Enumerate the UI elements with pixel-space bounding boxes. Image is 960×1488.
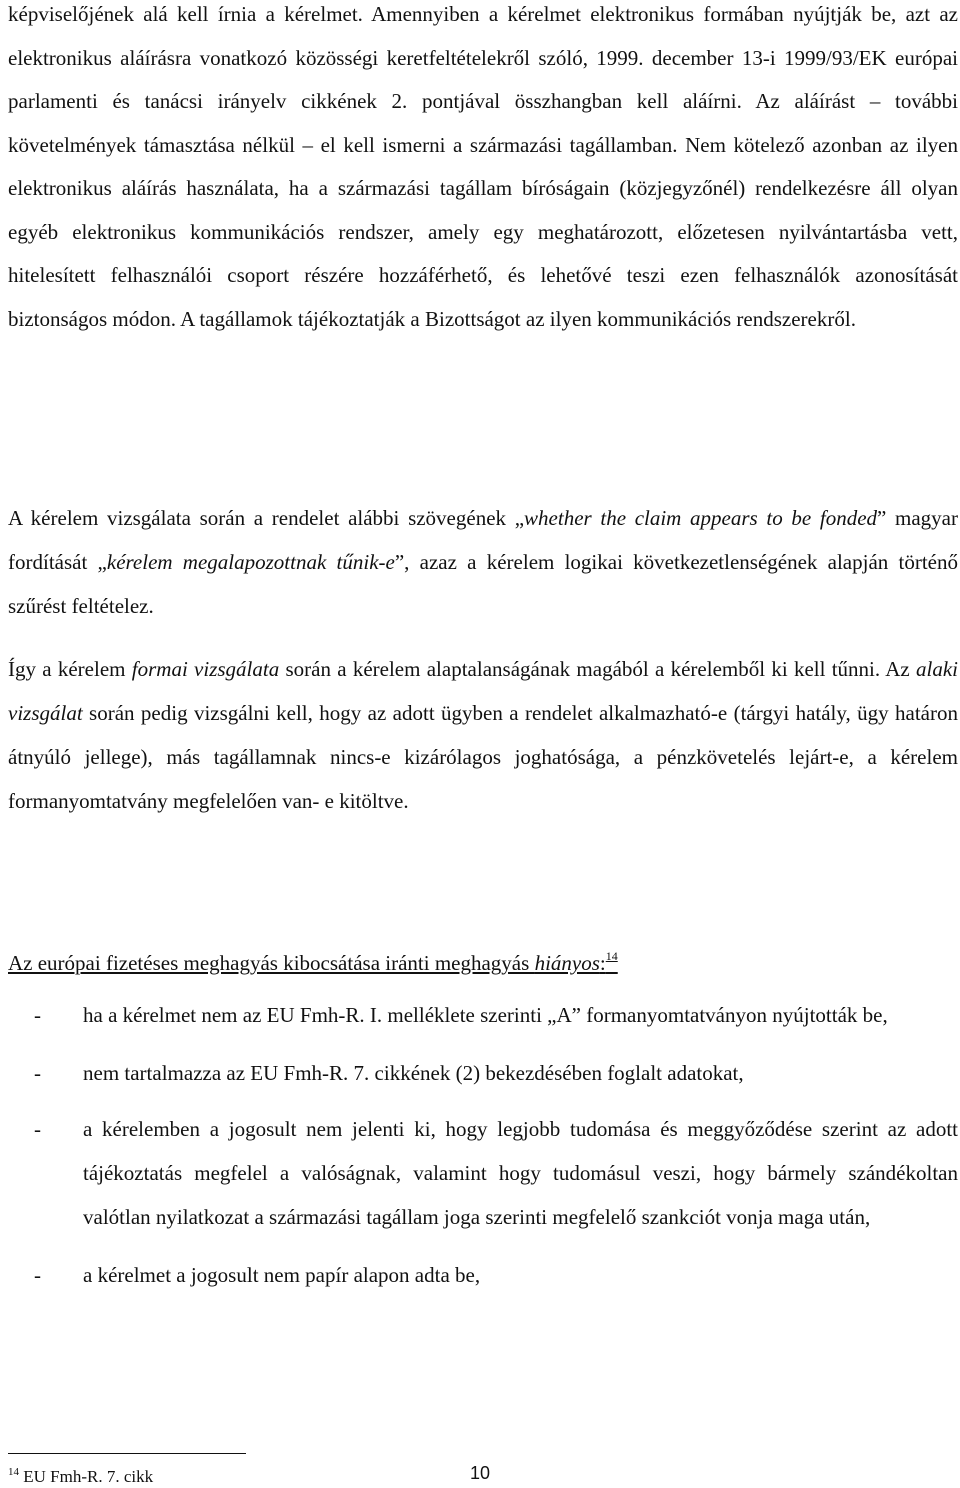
footnote-text: EU Fmh-R. 7. cikk bbox=[19, 1467, 154, 1486]
list-item-text: a kérelmet a jogosult nem papír alapon adta be, bbox=[83, 1263, 481, 1287]
paragraph-text: képviselőjének alá kell írnia a kérelmet. Amennyiben a kérelmet elektronikus formában nyújtják be, azt az elektronikus aláírásra vonatkozó közösségi keretfeltételekről szóló, 1999. december 13-i 1999/93/EK európai parlamenti és tanácsi irányelv cikkének 2. pontjával összhangban kell aláírni. Az aláírást – további követelmények támasztása nélkül – el kell ismerni a származási tagállamban. Nem kötelező azonban az ilyen elektronikus aláírás használata, ha a származási tagállam bíróságain (közjegyzőnél) rendelkezésre áll olyan egyéb elektronikus kommunikációs rendszer, amely egy meghatározott, előzetesen nyilvántartásba vett, hitelesített felhasználói csoport részére hozzáférhető, és lehetővé teszi ezen felhasználók azonosítását biztonságos módon. A tagállamok tájékoztatják a Bizottságot az ilyen kommunikációs rendszerekről. bbox=[8, 2, 958, 331]
dash-bullet: - bbox=[34, 1117, 41, 1141]
page-number: 10 bbox=[469, 1463, 491, 1483]
italic-term-formai: formai vizsgálata bbox=[131, 657, 280, 681]
italic-term-alaki: alaki vizsgálat bbox=[8, 657, 958, 725]
section-heading bbox=[8, 938, 618, 981]
list-item-text: nem tartalmazza az EU Fmh-R. 7. cikkének (2) bekezdésében foglalt adatokat, bbox=[83, 1061, 744, 1085]
list-item bbox=[0, 993, 958, 1037]
dash-bullet: - bbox=[34, 1263, 41, 1287]
dash-bullet: - bbox=[34, 1061, 41, 1085]
heading-text: Az európai fizetéses meghagyás kibocsátása iránti meghagyás bbox=[8, 951, 535, 975]
heading-colon: : bbox=[599, 951, 606, 975]
text-run: ”, azaz a kérelem logikai következetlenségének alapján történő szűrést feltételez. bbox=[8, 550, 959, 618]
deficiency-list bbox=[0, 993, 960, 1311]
list-item-text: ha a kérelmet nem az EU Fmh-R. I. melléklete szerinti „A” formanyomtatványon nyújtották be, bbox=[83, 1003, 888, 1027]
paragraph-claim-examination bbox=[8, 496, 958, 628]
paragraph-formal-examination bbox=[8, 647, 958, 823]
italic-quote-hungarian: kérelem megalapozottnak tűnik-e bbox=[106, 550, 395, 574]
text-run: során a kérelem alaptalanságának magából a kérelemből ki kell tűnni. Az bbox=[279, 657, 916, 681]
heading-italic: hiányos bbox=[534, 951, 600, 975]
text-run: során pedig vizsgálni kell, hogy az adott ügyben a rendelet alkalmazható-e (tárgyi hatály, ügy határon átnyúló jellege), más tagállamnak nincs-e kizárólagos joghatósága, a pénzkövetelés lejárt-e, a kérelem formanyomtatvány megfelelően van- e kitöltve. bbox=[8, 701, 958, 813]
list-item-text: a kérelemben a jogosult nem jelenti ki, hogy legjobb tudomása és meggyőződése szerint az adott tájékoztatás megfelel a valóságnak, valamint hogy tudomásul veszi, hogy bármely szándékoltan valótlan nyilatkozat a származási tagállam joga szerinti megfelelő szankciót vonja maga után, bbox=[83, 1117, 958, 1229]
list-item bbox=[0, 1107, 958, 1239]
text-run: Így a kérelem bbox=[8, 657, 132, 681]
footnote-reference[interactable]: 14 bbox=[605, 949, 618, 963]
text-run: ” magyar fordítását „ bbox=[8, 506, 958, 574]
dash-bullet: - bbox=[34, 1003, 41, 1027]
paragraph-signature bbox=[8, 0, 958, 341]
italic-quote-english: whether the claim appears to be fonded bbox=[524, 506, 878, 530]
footnote-number: 14 bbox=[8, 1466, 19, 1478]
list-item bbox=[0, 1051, 958, 1095]
footnote-separator bbox=[8, 1453, 246, 1454]
list-item bbox=[0, 1253, 958, 1297]
text-run: A kérelem vizsgálata során a rendelet alábbi szövegének „ bbox=[8, 506, 525, 530]
